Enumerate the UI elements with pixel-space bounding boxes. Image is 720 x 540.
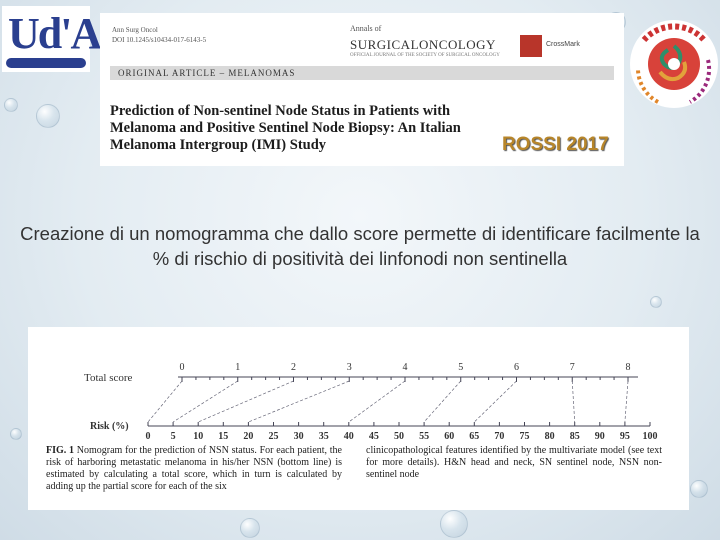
mapping-line bbox=[173, 381, 238, 422]
risk-tick-label: 55 bbox=[419, 431, 430, 442]
risk-tick-label: 10 bbox=[193, 431, 204, 442]
crossmark-label: CrossMark bbox=[546, 41, 580, 48]
risk-tick-label: 0 bbox=[145, 431, 151, 442]
decorative-bubble bbox=[36, 104, 60, 128]
mapping-line bbox=[349, 381, 405, 422]
risk-tick-label: 40 bbox=[343, 431, 354, 442]
risk-tick-label: 75 bbox=[519, 431, 530, 442]
mapping-line bbox=[625, 381, 628, 422]
journal-name-line1: Annals of bbox=[350, 24, 382, 33]
paper-meta bbox=[112, 25, 206, 45]
total-score-tick-label: 3 bbox=[346, 362, 352, 373]
risk-tick-label: 100 bbox=[642, 431, 658, 442]
paper-journal-abbrev: Ann Surg Oncol bbox=[112, 26, 158, 34]
risk-tick-label: 85 bbox=[569, 431, 580, 442]
crossmark-badge bbox=[520, 33, 620, 61]
risk-tick-label: 80 bbox=[544, 431, 555, 442]
nomogram-figure bbox=[28, 327, 689, 510]
total-score-tick-label: 7 bbox=[569, 362, 575, 373]
total-score-tick-label: 5 bbox=[458, 362, 464, 373]
figure-caption-left bbox=[46, 445, 342, 493]
total-score-label: Total score bbox=[84, 372, 133, 384]
decorative-bubble bbox=[240, 518, 260, 538]
section-bar bbox=[110, 66, 614, 80]
risk-tick-label: 35 bbox=[318, 431, 329, 442]
total-score-tick-label: 4 bbox=[402, 362, 408, 373]
risk-tick-label: 30 bbox=[293, 431, 304, 442]
mapping-line bbox=[198, 381, 293, 422]
decorative-bubble bbox=[10, 428, 22, 440]
risk-tick-label: 90 bbox=[594, 431, 605, 442]
risk-label: Risk (%) bbox=[90, 421, 129, 432]
total-score-tick-label: 2 bbox=[291, 362, 296, 373]
decorative-bubble bbox=[690, 480, 708, 498]
asl-logo-icon bbox=[630, 10, 718, 114]
total-score-tick-label: 6 bbox=[514, 362, 519, 373]
risk-tick-label: 15 bbox=[218, 431, 229, 442]
journal-name-line3: OFFICIAL JOURNAL OF THE SOCIETY OF SURGICAL ONCOLOGY bbox=[350, 53, 500, 58]
risk-tick-label: 45 bbox=[368, 431, 379, 442]
university-logo-text: Ud'A bbox=[8, 9, 101, 58]
total-score-tick-label: 8 bbox=[625, 362, 631, 373]
mapping-line bbox=[248, 381, 349, 422]
risk-tick-label: 95 bbox=[619, 431, 630, 442]
decorative-bubble bbox=[650, 296, 662, 308]
total-score-tick-label: 0 bbox=[179, 362, 185, 373]
university-logo bbox=[2, 6, 101, 72]
risk-tick-label: 70 bbox=[494, 431, 505, 442]
paper-title: Prediction of Non-sentinel Node Status in Patients with Melanoma and Positive Sentinel Node Biopsy: An Italian Melanoma Intergroup (IMI) Study bbox=[110, 103, 461, 153]
nomogram-plot bbox=[28, 327, 689, 447]
slide-caption: Creazione di un nomogramma che dallo score permette di identificare facilmente la % di rischio di positività dei linfonodi non sentinella bbox=[20, 223, 700, 269]
risk-tick-label: 20 bbox=[243, 431, 254, 442]
risk-tick-label: 5 bbox=[170, 431, 176, 442]
total-score-tick-label: 1 bbox=[235, 362, 241, 373]
section-label: ORIGINAL ARTICLE – MELANOMAS bbox=[118, 68, 296, 78]
figure-label: FIG. 1 bbox=[46, 445, 75, 456]
journal-name-line2: SURGICALONCOLOGY bbox=[350, 37, 496, 52]
crossmark-icon bbox=[520, 35, 542, 57]
university-logo-banner bbox=[6, 58, 86, 68]
mapping-line bbox=[474, 381, 516, 422]
decorative-bubble bbox=[440, 510, 468, 538]
paper-doi: DOI 10.1245/s10434-017-6143-5 bbox=[112, 36, 207, 44]
risk-tick-label: 60 bbox=[444, 431, 455, 442]
mapping-line bbox=[424, 381, 461, 422]
risk-tick-label: 50 bbox=[394, 431, 404, 442]
decorative-bubble bbox=[4, 98, 18, 112]
mapping-line bbox=[148, 381, 182, 422]
figure-caption-left-text: Nomogram for the prediction of NSN status. For each patient, the risk of harboring metastatic melanoma in his/her NSN (bottom line) is estimated by calculating a total score, which in turn is calculated by adding up the partial score for each of the six bbox=[46, 445, 342, 492]
figure-caption-right: clinicopathological features identified by the multivariate model (see text for more details). H&N head and neck, SN sentinel node, NSN non-sentinel node bbox=[366, 445, 662, 480]
mapping-line bbox=[572, 381, 574, 422]
author-year-badge: ROSSI 2017 bbox=[502, 134, 609, 155]
risk-tick-label: 25 bbox=[268, 431, 279, 442]
risk-tick-label: 65 bbox=[469, 431, 480, 442]
